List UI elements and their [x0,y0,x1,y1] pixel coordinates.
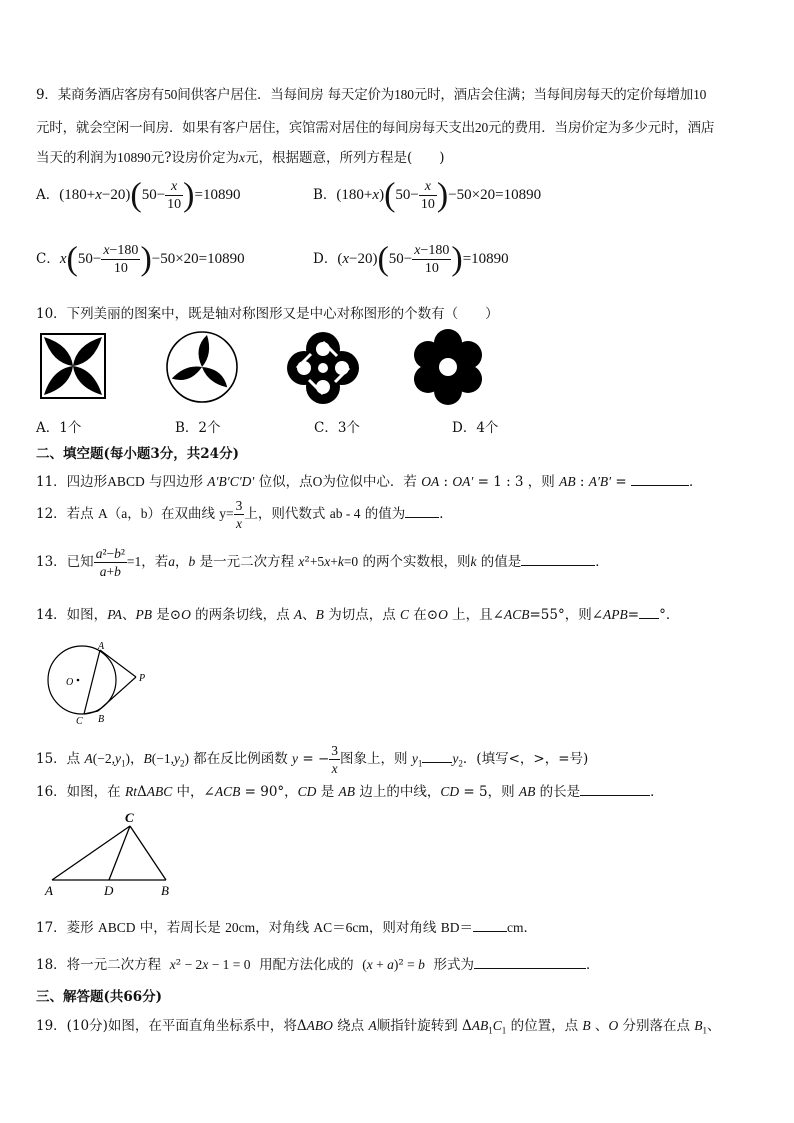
q10-figure-1-pinwheel-square [40,333,106,399]
q9-option-b: B．(180+x)(50− $\frac{x}{10}$ )−50×20=10890 [313,176,542,214]
q12: 12．若点 A（a，b）在双曲线 y= $\frac{3}{x}$ 上，则代数式 ab - 4 的值为 ． [36,498,453,531]
q14-label-p: P [139,673,146,684]
q10-figure-3-ring-knot [285,330,361,406]
q18: 18．将一元二次方程 x² − 2x − 1 = 0 用配方法化成的 (x + a)² = b 形式为 ． [36,957,600,973]
q9-line2: 元时，就会空闲一间房．如果有客户居住，宾馆需对居住的每间房每天支出20元的费用．当房价定为多少元时，酒店 [36,120,715,136]
q9-line3: 当天的利润为10890元?设房价定为x元，根据题意，所列方程是( ) [36,150,445,166]
q16-figure [42,810,182,900]
q16-label-d: D [104,883,114,898]
q10-option-b: B．2个 [175,420,221,436]
section-2-heading: 二、填空题(每小题3分，共24分) [36,446,239,462]
q10-option-a: A．1个 [36,420,82,436]
q10-option-d: D．4个 [452,420,499,436]
q10-figure-4-flower [410,328,486,406]
q9-option-a: A．(180+x−20)(50− $\frac{x}{10}$ )=10890 [36,176,241,214]
q16-label-c: C [125,810,134,825]
q16: 16．如图，在 RtΔABC 中，∠ACB = 90°，CD 是 AB 边上的中线，CD = 5，则 AB 的长是 ． [36,784,664,800]
q14-label-o: O [66,677,74,688]
q13: 13．已知 $\frac{\text{a²−b²}}{a+b}$ =1，若a，b 是一元二次方程 x²+5x+k=0 的两个实数根，则k 的值是 ． [36,546,609,579]
q17: 17．菱形 ABCD 中，若周长是 20cm，对角线 AC＝6cm，则对角线 BD＝ cm． [36,920,537,936]
q14-label-a: A [98,641,105,652]
q16-label-a: A [45,883,53,898]
q16-label-b: B [161,883,169,898]
q14-figure [40,640,160,726]
q10-option-c: C．3个 [314,420,360,436]
q10-stem: 10．下列美丽的图案中，既是轴对称图形又是中心对称图形的个数有（ ） [36,306,499,322]
q10-figure-2-three-blades [165,330,239,404]
q19: 19．(10分)如图，在平面直角坐标系中，将ΔABO 绕点 A顺指针旋转到 $\Delta AB_1C_1$ 的位置，点 B 、O 分别落在点 $B_1$、 [36,1018,721,1036]
q9-line1: 9．某商务酒店客房有50间供客户居住．当每间房 每天定价为180元时，酒店会住满；当每间房每天的定价每增加10 [36,87,707,103]
q14-label-b: B [98,714,105,725]
q9-option-c: C．x(50− $\frac{x-180}{10}$ )−50×20=10890 [36,240,245,278]
q11: 11．四边形ABCD 与四边形 A′B′C′D′ 位似，点O为位似中心．若 OA : OA′ = 1 : 3 ，则 AB : A′B′ = ． [36,474,703,490]
section-3-heading: 三、解答题(共66分) [36,989,163,1005]
q15: 15．点 $A(-2,y_1)$，$B(-1,y_2)$ 都在反比例函数 y = − $\frac{3}{x}$ 图象上，则 $y_1$ $y_2$．(填写<，>，=号) [36,743,589,776]
q14-label-c: C [76,716,83,726]
q9-option-d: D．(x−20)(50− $\frac{x-180}{10}$ )=10890 [313,240,509,278]
q14: 14．如图，PA、PB 是⊙O 的两条切线，点 A、B 为切点，点 C 在⊙O 上，且∠ACB=55°，则∠APB= °． [36,607,680,623]
